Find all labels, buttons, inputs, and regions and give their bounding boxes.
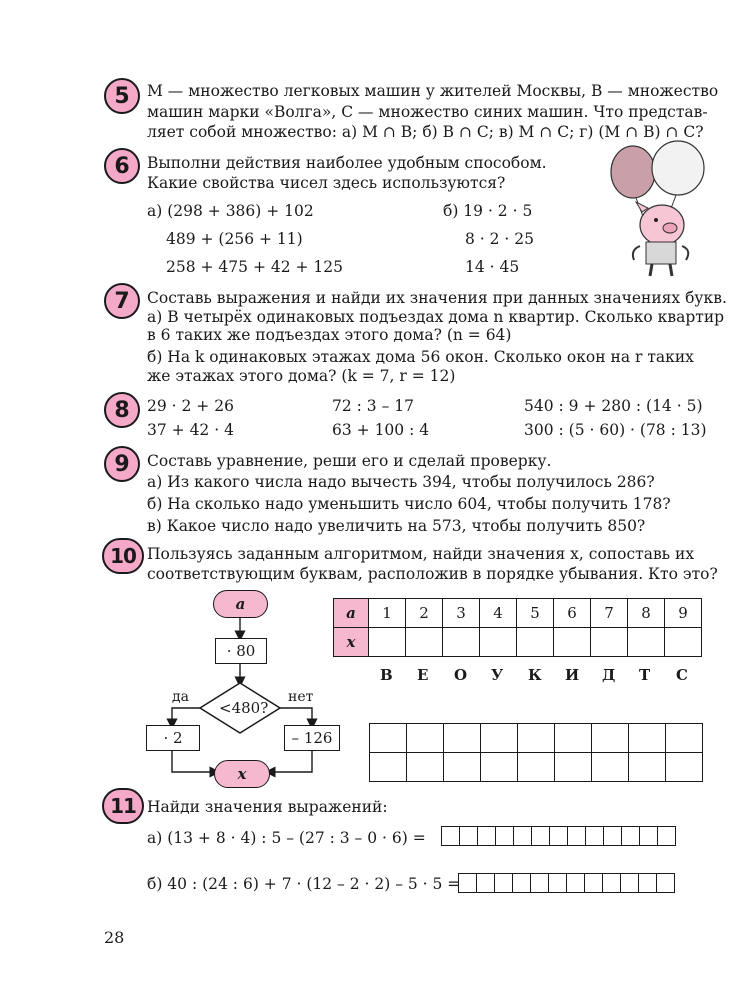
answer-cell[interactable]: [592, 724, 629, 753]
letter-5: К: [528, 666, 542, 684]
flowchart-end-node: [214, 760, 270, 788]
task-10-number: 10: [110, 544, 136, 568]
task-9-line-4: в) Какое число надо увеличить на 573, чтобы получить 850?: [147, 517, 646, 535]
task-6-expr-b2: 8 · 2 · 25: [465, 230, 535, 248]
task-6-expr-b1: б) 19 · 2 · 5: [443, 202, 533, 220]
flowchart-multiply-node: [215, 638, 267, 664]
answer-a-cell[interactable]: [640, 827, 658, 846]
answer-cell[interactable]: [666, 753, 703, 782]
piglet-with-balloons-illustration: [600, 140, 710, 280]
flowchart-condition-label: <480?: [219, 699, 269, 717]
task-8-expr-c1r1: 29 · 2 + 26: [147, 397, 234, 415]
answer-b-cell[interactable]: [531, 874, 549, 893]
task-5-line-3: ляет собой множество: а) M ∩ B; б) B ∩ C; в) M ∩ C; г) (M ∩ B) ∩ C?: [147, 123, 704, 141]
answer-cell[interactable]: [518, 724, 555, 753]
letter-7: Д: [602, 666, 616, 684]
table-cell-a3: 3: [443, 599, 480, 628]
answer-cell[interactable]: [592, 753, 629, 782]
table-cell-x1[interactable]: [369, 628, 406, 657]
answer-a-cell[interactable]: [586, 827, 604, 846]
task-8-expr-c2r1: 72 : 3 – 17: [332, 397, 414, 415]
task-10-number-badge: [102, 538, 144, 574]
answer-b-cell[interactable]: [567, 874, 585, 893]
flowchart-yes-operation-node: [146, 725, 200, 751]
task-11-expr-a: а) (13 + 8 · 4) : 5 – (27 : 3 – 0 · 6) =: [147, 829, 426, 847]
task-7-number-badge: [104, 283, 140, 319]
table-header-a: a: [334, 599, 369, 628]
letter-6: И: [565, 666, 580, 684]
page-number: 28: [104, 928, 125, 947]
task-8-expr-c3r2: 300 : (5 · 60) · (78 : 13): [524, 421, 707, 439]
task-5-number: 5: [114, 83, 130, 109]
task-9-line-2: а) Из какого числа надо вычесть 394, чтобы получилось 286?: [147, 473, 655, 491]
answer-cell[interactable]: [518, 753, 555, 782]
task-9-line-3: б) На сколько надо уменьшить число 604, чтобы получить 178?: [147, 495, 671, 513]
task-7-number: 7: [114, 288, 130, 314]
flowchart-end-label: x: [237, 765, 247, 783]
table-cell-a9: 9: [665, 599, 702, 628]
answer-b-cell[interactable]: [603, 874, 621, 893]
answer-a-cell[interactable]: [658, 827, 676, 846]
answer-b-cell[interactable]: [585, 874, 603, 893]
answer-cell[interactable]: [629, 724, 666, 753]
table-cell-x4[interactable]: [480, 628, 517, 657]
task-8-expr-c2r2: 63 + 100 : 4: [332, 421, 430, 439]
task-8-number: 8: [114, 397, 130, 423]
task-6-expr-b3: 14 · 45: [465, 258, 520, 276]
table-cell-a1: 1: [369, 599, 406, 628]
table-cell-x7[interactable]: [591, 628, 628, 657]
answer-cell[interactable]: [555, 753, 592, 782]
flowchart-multiply-label: · 80: [226, 642, 256, 660]
flowchart-no-operation-node: [284, 725, 340, 751]
table-cell-x5[interactable]: [517, 628, 554, 657]
task-6-line-1: Выполни действия наиболее удобным способом.: [147, 154, 547, 172]
answer-grid-row-2: [370, 753, 703, 782]
answer-b-row: [459, 874, 675, 893]
answer-b-cell[interactable]: [549, 874, 567, 893]
task-9-line-1: Составь уравнение, реши его и сделай проверку.: [147, 452, 552, 470]
answer-a-cell[interactable]: [514, 827, 532, 846]
letter-2: Е: [417, 666, 429, 684]
answer-cell[interactable]: [444, 753, 481, 782]
table-cell-x6[interactable]: [554, 628, 591, 657]
answer-b-cell[interactable]: [513, 874, 531, 893]
letter-8: Т: [639, 666, 651, 684]
task-8-expr-c1r2: 37 + 42 · 4: [147, 421, 234, 439]
answer-cell[interactable]: [629, 753, 666, 782]
task-11-number: 11: [110, 794, 136, 818]
table-cell-x9[interactable]: [665, 628, 702, 657]
table-cell-a8: 8: [628, 599, 665, 628]
task-7-line-1: Составь выражения и найди их значения при данных значениях букв.: [147, 289, 727, 307]
task-5-line-2: машин марки «Волга», C — множество синих машин. Что представ-: [147, 103, 708, 121]
answer-a-cell[interactable]: [442, 827, 460, 846]
task-7-line-4: б) На k одинаковых этажах дома 56 окон. Сколько окон на r таких: [147, 348, 694, 366]
task-5-line-1: M — множество легковых машин у жителей Москвы, B — множество: [147, 82, 719, 100]
table-cell-x2[interactable]: [406, 628, 443, 657]
answer-a-cell[interactable]: [478, 827, 496, 846]
table-header-x: x: [334, 628, 369, 657]
letter-3: О: [454, 666, 468, 684]
answer-b-cell[interactable]: [459, 874, 477, 893]
flowchart-yes-label: да: [172, 689, 189, 705]
table-cell-x8[interactable]: [628, 628, 665, 657]
table-cell-a4: 4: [480, 599, 517, 628]
letter-9: С: [676, 666, 688, 684]
flowchart-start-label: a: [235, 595, 246, 613]
answer-a-cell[interactable]: [460, 827, 478, 846]
table-cell-x3[interactable]: [443, 628, 480, 657]
task-5-number-badge: [104, 78, 140, 114]
flowchart-start-node: [213, 590, 268, 618]
task-6-number-badge: [104, 148, 140, 184]
answer-cell[interactable]: [370, 724, 407, 753]
answer-cell[interactable]: [666, 724, 703, 753]
task-8-expr-c3r1: 540 : 9 + 280 : (14 · 5): [524, 397, 703, 415]
task-10-line-1: Пользуясь заданным алгоритмом, найди значения x, сопоставь их: [147, 545, 695, 563]
table-cell-a6: 6: [554, 599, 591, 628]
task-6-expr-a1: а) (298 + 386) + 102: [147, 202, 314, 220]
table-cell-a7: 7: [591, 599, 628, 628]
answer-a-cell[interactable]: [622, 827, 640, 846]
answer-a-cell[interactable]: [532, 827, 550, 846]
task-10-values-table: [333, 598, 702, 657]
answer-b-cell[interactable]: [639, 874, 657, 893]
task-11-answer-b-boxes: [458, 873, 675, 893]
answer-cell[interactable]: [481, 753, 518, 782]
answer-a-cell[interactable]: [550, 827, 568, 846]
flowchart-no-label: нет: [288, 689, 314, 705]
letter-1: В: [380, 666, 393, 684]
task-11-expr-b: б) 40 : (24 : 6) + 7 · (12 – 2 · 2) – 5 · 5 =: [147, 875, 461, 893]
task-11-number-badge: [102, 788, 144, 824]
answer-cell[interactable]: [444, 724, 481, 753]
task-11-answer-a-boxes: [441, 826, 676, 846]
task-11-line-1: Найди значения выражений:: [147, 798, 388, 816]
flowchart-no-operation-label: – 126: [291, 729, 333, 747]
task-6-line-2: Какие свойства чисел здесь используются?: [147, 174, 506, 192]
task-6-expr-a2: 489 + (256 + 11): [166, 230, 303, 248]
answer-grid-row-1: [370, 724, 703, 753]
answer-b-cell[interactable]: [477, 874, 495, 893]
task-6-expr-a3: 258 + 475 + 42 + 125: [166, 258, 344, 276]
answer-b-cell[interactable]: [621, 874, 639, 893]
answer-a-cell[interactable]: [568, 827, 586, 846]
task-7-line-2: а) В четырёх одинаковых подъездах дома n квартир. Сколько квартир: [147, 308, 725, 326]
table-row-a: [334, 599, 702, 628]
answer-cell[interactable]: [407, 724, 444, 753]
table-cell-a5: 5: [517, 599, 554, 628]
task-10-answer-grid: [369, 723, 703, 782]
answer-cell[interactable]: [481, 724, 518, 753]
answer-b-cell[interactable]: [495, 874, 513, 893]
task-9-number-badge: [104, 446, 140, 482]
answer-cell[interactable]: [370, 753, 407, 782]
task-9-number: 9: [114, 451, 130, 477]
answer-cell[interactable]: [407, 753, 444, 782]
flowchart-yes-operation-label: · 2: [163, 729, 183, 747]
table-cell-a2: 2: [406, 599, 443, 628]
answer-a-cell[interactable]: [496, 827, 514, 846]
task-10-line-2: соответствующим буквам, расположив в порядке убывания. Кто это?: [147, 565, 718, 583]
answer-a-cell[interactable]: [604, 827, 622, 846]
task-7-line-5: же этажах этого дома? (k = 7, r = 12): [147, 367, 456, 385]
table-row-x: [334, 628, 702, 657]
task-7-line-3: в 6 таких же подъездах этого дома? (n = 64): [147, 326, 512, 344]
answer-b-cell[interactable]: [657, 874, 675, 893]
answer-cell[interactable]: [555, 724, 592, 753]
letter-4: У: [491, 666, 504, 684]
task-6-number: 6: [114, 153, 130, 179]
task-8-number-badge: [104, 392, 140, 428]
answer-a-row: [442, 827, 676, 846]
